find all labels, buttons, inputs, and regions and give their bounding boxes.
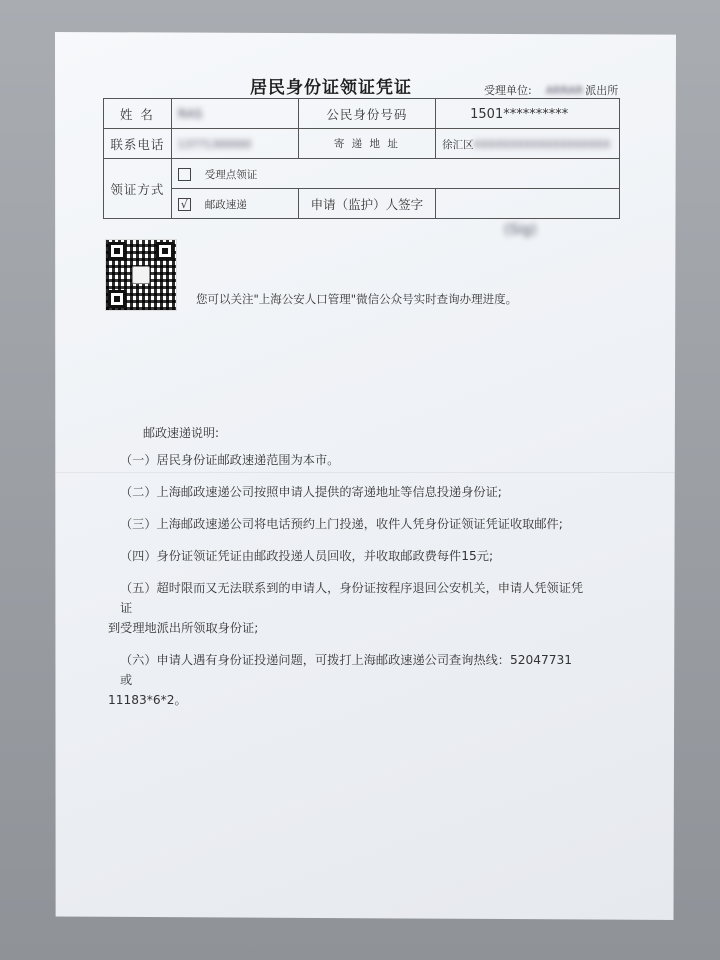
name-value bbox=[171, 99, 298, 129]
item-6-main: （六）申请人遇有身份证投递问题，可拨打上海邮政速递公司查询热线：52047731 或 bbox=[120, 653, 573, 687]
office-name-redacted: ARRAR bbox=[545, 84, 584, 97]
office-line bbox=[484, 82, 618, 98]
list-item: （四）身份证领证凭证由邮政投递人员回收，并收取邮政费每件15元; bbox=[120, 549, 494, 563]
address-label: 寄 递 地 址 bbox=[298, 129, 436, 159]
qr-note: 您可以关注"上海公安人口管理"微信公众号实时查询办理进度。 bbox=[196, 292, 518, 306]
item-5-continuation: 到受理地派出所领取身份证; bbox=[108, 621, 259, 635]
list-item: （三）上海邮政速递公司将电话预约上门投递，收件人凭身份证领证凭证收取邮件; bbox=[120, 517, 563, 531]
qr-finder-icon bbox=[108, 290, 126, 308]
instructions-list bbox=[108, 450, 588, 722]
id-label: 公民身份号码 bbox=[298, 99, 436, 129]
list-item bbox=[108, 578, 588, 638]
signature-redacted: (Sig) bbox=[504, 222, 537, 238]
list-item: （二）上海邮政速递公司按照申请人提供的寄递地址等信息投递身份证; bbox=[120, 485, 502, 499]
post-checkbox[interactable]: √ bbox=[178, 198, 191, 211]
option-post-label: 邮政速递 bbox=[204, 198, 247, 211]
address-redacted: XXXXXXXXXXXXXXXXXXX bbox=[473, 138, 611, 151]
list-item: （一）居民身份证邮政速递范围为本市。 bbox=[120, 453, 340, 467]
phone-redacted: 13771300000 bbox=[177, 139, 252, 151]
item-6-continuation: 11183*6*2。 bbox=[108, 693, 187, 707]
name-redacted: RAS bbox=[177, 106, 203, 121]
qr-code-icon bbox=[106, 240, 176, 310]
phone-label: 联系电话 bbox=[104, 129, 172, 159]
option-pickup-row bbox=[171, 159, 619, 189]
office-suffix: 派出所 bbox=[585, 84, 619, 97]
office-label: 受理单位: bbox=[484, 84, 532, 97]
signature-cell bbox=[436, 189, 620, 219]
signature-label: 申请（监护）人签字 bbox=[298, 189, 436, 219]
qr-logo-icon bbox=[132, 266, 150, 284]
id-value bbox=[436, 99, 620, 129]
list-item bbox=[108, 650, 588, 710]
document-title: 居民身份证领证凭证 bbox=[250, 78, 412, 98]
pickup-checkbox[interactable] bbox=[178, 168, 191, 181]
phone-value bbox=[171, 129, 298, 159]
address-prefix: 徐汇区 bbox=[442, 138, 474, 151]
application-form-table bbox=[103, 98, 620, 219]
option-post-cell bbox=[171, 189, 298, 219]
option-pickup-label: 受理点领证 bbox=[204, 168, 258, 181]
qr-finder-icon bbox=[156, 242, 174, 260]
section-title: 邮政速递说明: bbox=[143, 426, 220, 440]
item-5-main: （五）超时限而又无法联系到的申请人，身份证按程序退回公安机关，申请人凭领证凭证 bbox=[120, 581, 584, 615]
name-label: 姓 名 bbox=[104, 99, 172, 129]
id-number: 1501********** bbox=[470, 106, 569, 122]
qr-finder-icon bbox=[108, 242, 126, 260]
method-label: 领证方式 bbox=[104, 159, 172, 219]
address-value bbox=[436, 129, 620, 159]
